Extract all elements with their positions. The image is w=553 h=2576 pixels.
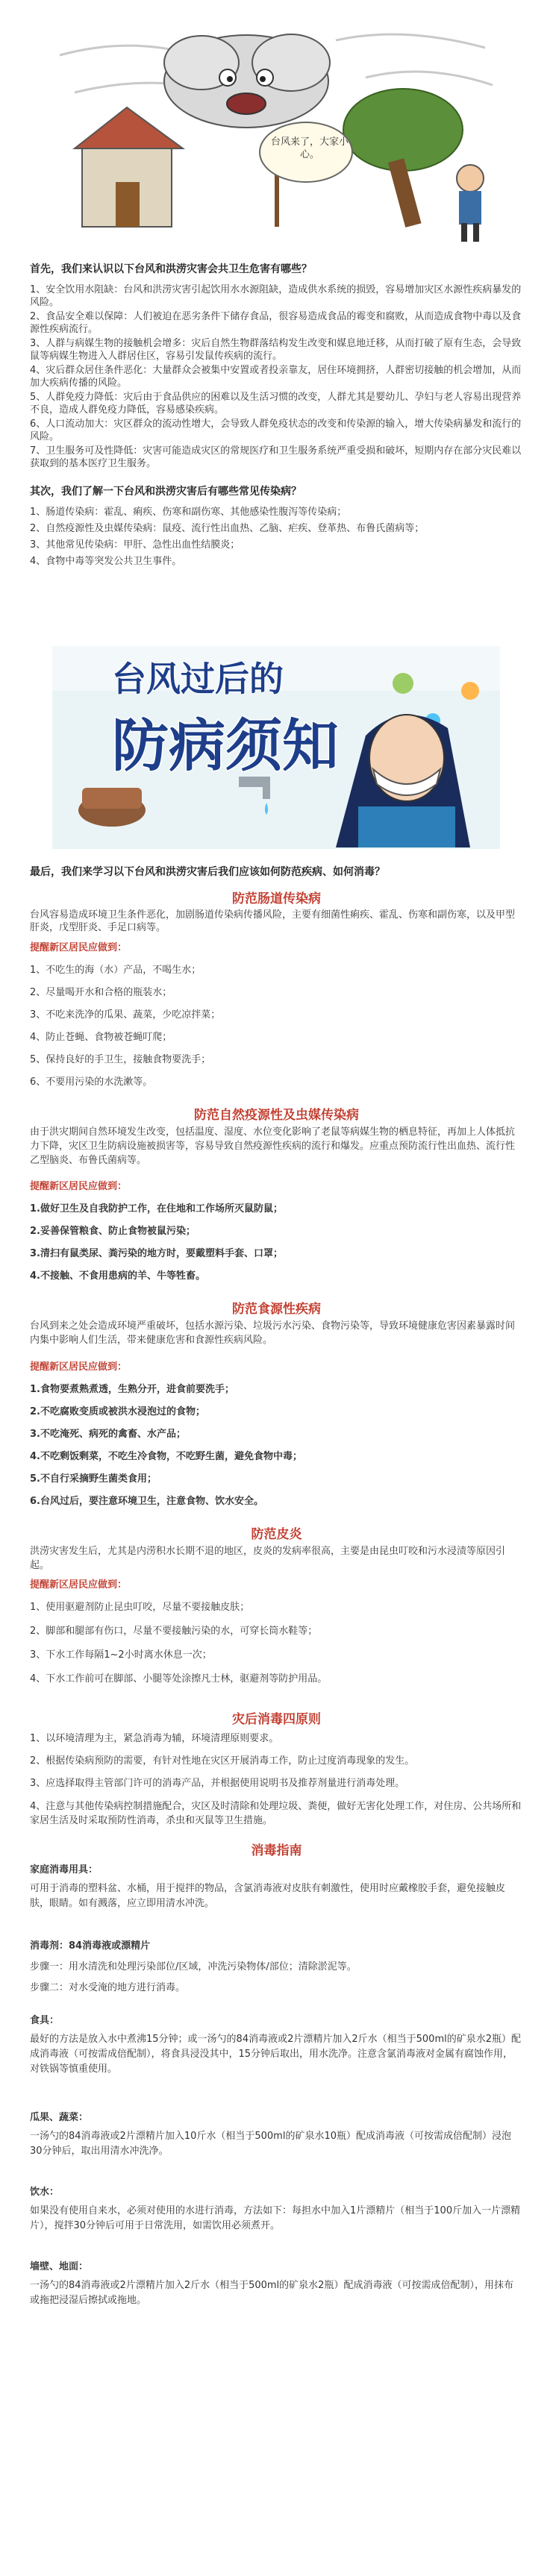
guide-step-1: 步骤一：用水清洗和处理污染部位/区域，冲洗污染物体/部位；清除淤泥等。 — [30, 1961, 357, 1972]
second-item-1: 1、肠道传染病：霍乱、痢疾、伤寒和副伤寒、其他感染性腹泻等传染病； — [30, 507, 347, 518]
section-principles-item-4: 4、注意与其他传染病控制措施配合，灾区及时清除和处理垃圾、粪便，做好无害化处理工作，对住房、公共场所和家居生活及时采取预防性消毒，杀虫和灭鼠等卫生措施。 — [30, 1801, 522, 1826]
pot-icon — [78, 788, 146, 827]
section-intestinal-item-5: 5、保持良好的手卫生，接触食物要洗手； — [30, 1054, 211, 1065]
cloud-monster — [164, 34, 330, 128]
guide-produce-text: 一汤勺的84消毒液或2片漂精片加入10斤水（相当于500ml的矿泉水10瓶）配成消毒液（可按需成倍配制）浸泡30分钟后，取出用清水冲洗净。 — [30, 2131, 511, 2157]
section-vector-item-2: 2.妥善保管粮食、防止食物被鼠污染； — [30, 1226, 196, 1237]
section-intestinal-item-4: 4、防止苍蝇、食物被苍蝇叮爬； — [30, 1032, 172, 1043]
second-item-4: 4、食物中毒等突发公共卫生事件。 — [30, 556, 182, 567]
intro-heading: 首先，我们来认识以下台风和洪涝灾害会共卫生危害有哪些？ — [30, 263, 312, 275]
section-intestinal-remind: 提醒新区居民应做到： — [30, 942, 128, 953]
intro-item-5: 5、人群免疫力降低：灾后由于食品供应的困难以及生活习惯的改变，人群尤其是婴幼儿、孕妇与老人容易出现营养不良，造成人群免疫力降低，容易感染疾病。 — [30, 392, 522, 416]
section-foodborne-item-3: 3.不吃淹死、病死的禽畜、水产品； — [30, 1429, 186, 1440]
section-foodborne-item-1: 1.食物要煮熟煮透，生熟分开，进食前要洗手； — [30, 1384, 234, 1395]
section-principles-title: 灾后消毒四原则 — [232, 1712, 321, 1727]
second-heading: 其次，我们了解一下台风和洪涝灾害后有哪些常见传染病？ — [30, 486, 302, 498]
section-vector-item-1: 1.做好卫生及自我防护工作，在住地和工作场所灭鼠防鼠； — [30, 1203, 283, 1215]
guide-tableware-label: 食具： — [30, 2015, 60, 2026]
section-vector-title: 防范自然疫源性及虫媒传染病 — [194, 1108, 359, 1123]
guide-tools-text: 可用于消毒的塑料盆、水桶，用于搅拌的物品，含氯消毒液对皮肤有刺激性，使用时应戴橡胶手套，避免接触皮肤，眼睛。如有溅落，应立即用清水冲洗。 — [30, 1883, 506, 1909]
guide-water-label: 饮水： — [30, 2187, 60, 2198]
section-vector-item-3: 3.清扫有鼠类尿、粪污染的地方时，要戴塑料手套、口罩； — [30, 1248, 283, 1259]
guide-water-text: 如果没有使用自来水，必须对使用的水进行消毒，方法如下：每担水中加入1片漂精片（相当于100斤加入一片漂精片），搅拌30分钟后可用于日常洗用，如需饮用必须煮开。 — [30, 2205, 521, 2231]
section-foodborne-item-6: 6.台风过后，要注意环境卫生，注意食物、饮水安全。 — [30, 1496, 263, 1507]
last-heading: 最后，我们来学习以下台风和洪涝灾害后我们应该如何防范疾病、如何消毒？ — [30, 866, 385, 878]
banner-line1: 台风过后的 — [112, 659, 284, 699]
prevention-banner — [52, 646, 500, 849]
section-dermatitis-remind: 提醒新区居民应做到： — [30, 1579, 128, 1591]
section-intestinal-item-3: 3、不吃来洗净的瓜果、蔬菜，少吃凉拌菜； — [30, 1009, 221, 1021]
section-foodborne-item-5: 5.不自行采摘野生菌类食用； — [30, 1473, 157, 1485]
section-vector-body: 由于洪灾期间自然环境发生改变，包括温度、湿度、水位变化影响了老鼠等病媒生物的栖息特征，再加上人体抵抗力下降，灾区卫生防病设施被损害等，容易导致自然疫源性疾病的流行和爆发。应重点预防流行性出血热、流行性乙型脑炎、布鲁氏菌病等。 — [30, 1126, 516, 1166]
second-item-3: 3、其他常见传染病：甲肝、急性出血性结膜炎； — [30, 539, 240, 551]
second-item-2: 2、自然疫源性及虫媒传染病：鼠疫、流行性出血热、乙脑、疟疾、登革热、布鲁氏菌病等； — [30, 523, 425, 534]
intro-item-6: 6、人口流动加大：灾区群众的流动性增大，会导致人群免疫状态的改变和传染源的输入，增大传染病暴发和流行的风险。 — [30, 419, 522, 442]
section-principles-item-3: 3、应选择取得主管部门许可的消毒产品，并根据使用说明书及推荐剂量进行消毒处理。 — [30, 1778, 405, 1789]
intro-item-1: 1、安全饮用水阻缺：台风和洪涝灾害引起饮用水水源阻缺，造成供水系统的损毁，容易增加灾区水源性疾病暴发的风险。 — [30, 284, 522, 308]
section-dermatitis-body: 洪涝灾害发生后，尤其是内涝积水长期不退的地区，皮炎的发病率很高，主要是由昆虫叮咬和污水浸渍等原因引起。 — [30, 1546, 506, 1571]
section-foodborne-title: 防范食源性疾病 — [232, 1302, 321, 1317]
guide-produce-label: 瓜果、蔬菜： — [30, 2112, 89, 2123]
section-intestinal-title: 防范肠道传染病 — [232, 891, 321, 906]
intro-item-3: 3、人群与病媒生物的接触机会增多：灾后自然生物群落结构发生改变和媒息地迁移，从而打破了原有生态，会导致鼠等病媒生物进入人群居住区，容易引发鼠传疾病的流行。 — [30, 338, 522, 362]
section-guide-title: 消毒指南 — [251, 1843, 302, 1858]
section-intestinal-body: 台风容易造成环境卫生条件恶化，加剧肠道传染病传播风险，主要有细菌性痢疾、霍乱、伤寒和副伤寒，以及甲型肝炎，戊型肝炎、手足口病等。 — [30, 909, 516, 933]
section-principles-item-1: 1、以环境清理为主，紧急消毒为辅，环境清理原则要求。 — [30, 1733, 279, 1744]
section-principles-item-2: 2、根据传染病预防的需要，有针对性地在灾区开展消毒工作，防止过度消毒现象的发生。 — [30, 1755, 415, 1767]
section-foodborne-item-4: 4.不吃剩饭剩菜，不吃生冷食物，不吃野生菌，避免食物中毒； — [30, 1451, 302, 1462]
intro-item-4: 4、灾后群众居住条件恶化：大量群众会被集中安置或者投亲靠友，居住环境拥挤，人群密切接触的机会增加，从而加大疾病传播的风险。 — [30, 365, 522, 389]
banner-line2: 防病须知 — [112, 712, 339, 779]
section-foodborne-item-2: 2.不吃腐败变质或被洪水浸泡过的食物； — [30, 1406, 205, 1417]
section-dermatitis-item-1: 1、使用驱避剂防止昆虫叮咬，尽量不要接触皮肤； — [30, 1602, 250, 1613]
section-foodborne-remind: 提醒新区居民应做到： — [30, 1361, 128, 1373]
section-intestinal-item-2: 2、尽量喝开水和合格的瓶装水； — [30, 987, 172, 998]
section-dermatitis-item-3: 3、下水工作每隔1~2小时离水休息一次； — [30, 1649, 212, 1661]
section-vector-item-4: 4.不接触、不食用患病的羊、牛等牲畜。 — [30, 1270, 205, 1282]
section-dermatitis-item-2: 2、脚部和腿部有伤口，尽量不要接触污染的水，可穿长筒水鞋等； — [30, 1626, 318, 1637]
intro-item-7: 7、卫生服务可及性降低：灾害可能造成灾区的常规医疗和卫生服务系统严重受损和破坏，短期内存在部分灾民难以获取到的基本医疗卫生服务。 — [30, 445, 522, 469]
guide-step-2: 步骤二：对水受淹的地方进行消毒。 — [30, 1982, 186, 1993]
section-intestinal-item-1: 1、不吃生的海（水）产品，不喝生水； — [30, 965, 201, 976]
guide-tableware-text: 最好的方法是放入水中煮沸15分钟；或一汤勺的84消毒液或2片漂精片加入2斤水（相当于500ml的矿泉水2瓶）配成消毒液（可按需成倍配制），将食具浸没其中，15分钟后取出，用水洗净。注意含氯消毒液对金属有腐蚀作用，对铁锅等慎重使用。 — [30, 2034, 521, 2075]
section-foodborne-body: 台风到来之处会造成环境严重破坏，包括水源污染、垃圾污水污染、食物污染等，导致环境健康危害因素暴露时间内集中影响人们生活，带来健康危害和食源性疾病风险。 — [30, 1320, 516, 1346]
section-dermatitis-item-4: 4、下水工作前可在脚部、小腿等处涂擦凡士林，驱避剂等防护用品。 — [30, 1673, 328, 1685]
section-dermatitis-title: 防范皮炎 — [251, 1527, 302, 1542]
guide-tools-label: 家庭消毒用具： — [30, 1864, 99, 1875]
guide-disinfectant-label: 消毒剂：84消毒液或漂精片 — [30, 1940, 151, 1952]
typhoon-illustration — [52, 10, 500, 248]
intro-item-2: 2、食品安全难以保障：人们被迫在恶劣条件下储存食品，很容易造成食品的霉变和腐败，从而造成食物中毒以及食源性疾病流行。 — [30, 311, 522, 335]
balloon-text: 台风来了，大家小心。 — [270, 137, 349, 160]
guide-walls-label: 墙壁、地面： — [30, 2261, 89, 2272]
guide-walls-text: 一汤勺的84消毒液或2片漂精片加入2斤水（相当于500ml的矿泉水2瓶）配成消毒液（可按需成倍配制），用抹布或拖把浸湿后擦拭或拖地。 — [30, 2280, 513, 2306]
section-vector-remind: 提醒新区居民应做到： — [30, 1181, 128, 1192]
section-intestinal-item-6: 6、不要用污染的水洗漱等。 — [30, 1077, 153, 1088]
